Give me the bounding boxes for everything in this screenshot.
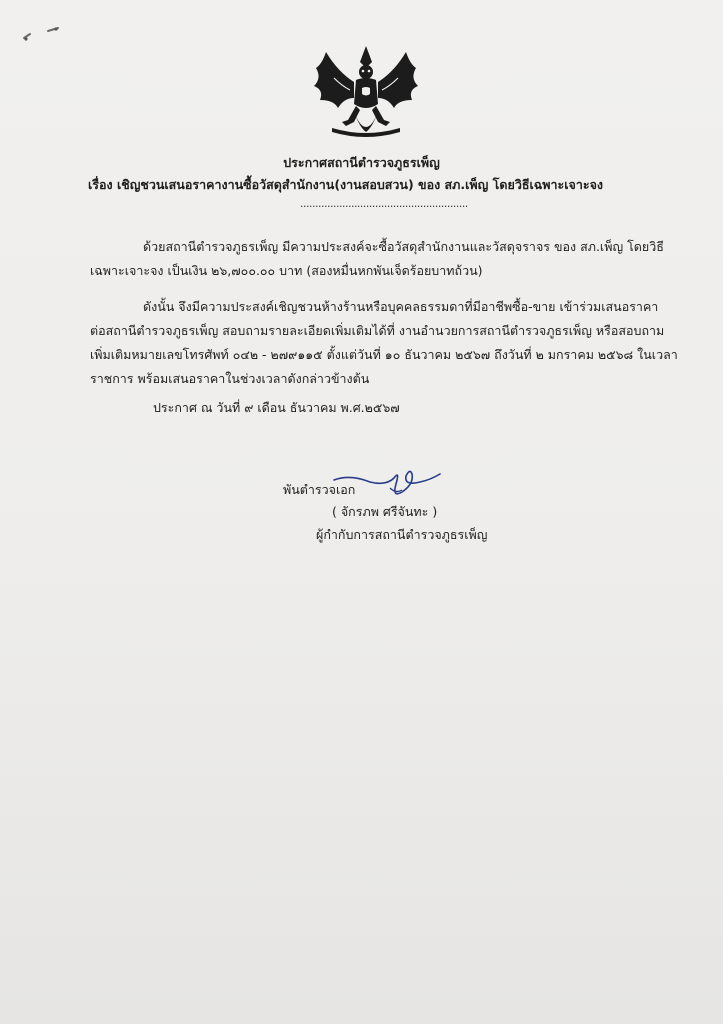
staple-marks-icon — [22, 24, 62, 42]
signatory-position: ผู้กำกับการสถานีตำรวจภูธรเพ็ญ — [316, 527, 488, 542]
handwritten-signature-icon — [330, 462, 445, 504]
document-heading: ประกาศสถานีตำรวจภูธรเพ็ญ — [283, 155, 440, 170]
paragraph-2-line-3: เพิ่มเติมหมายเลขโทรศัพท์ ๐๔๒ - ๒๗๙๑๑๕ ตั้งแต่วันที่ ๑๐ ธันวาคม ๒๕๖๗ ถึงวันที่ ๒ มกราคม ๒๕๖๘ ในเวลา — [90, 347, 678, 362]
document-subject: เรื่อง เชิญชวนเสนอราคางานซื้อวัสดุสำนักงาน(งานสอบสวน) ของ สภ.เพ็ญ โดยวิธีเฉพาะเจาะจง — [88, 177, 603, 192]
paragraph-1-line-2: เฉพาะเจาะจง เป็นเงิน ๒๖,๗๐๐.๐๐ บาท (สองหมื่นหกพันเจ็ดร้อยบาทถ้วน) — [90, 263, 483, 278]
paragraph-2 — [90, 295, 678, 391]
announcement-date: ประกาศ ณ วันที่ ๙ เดือน ธันวาคม พ.ศ.๒๕๖๗ — [153, 400, 400, 415]
separator-line: ........................................................ — [300, 197, 468, 210]
signatory-rank: พันตำรวจเอก — [283, 482, 356, 497]
paragraph-2-line-4: ราชการ พร้อมเสนอราคาในช่วงเวลาดังกล่าวข้างต้น — [90, 371, 370, 386]
signatory-name: ( จักรภพ ศรีจันทะ ) — [332, 504, 438, 519]
garuda-emblem-icon — [308, 42, 424, 142]
paragraph-1-line-1: ด้วยสถานีตำรวจภูธรเพ็ญ มีความประสงค์จะซื้อวัสดุสำนักงานและวัสดุจราจร ของ สภ.เพ็ญ โดยวิธี — [143, 239, 664, 254]
paragraph-2-line-1: ดังนั้น จึงมีความประสงค์เชิญชวนห้างร้านหรือบุคคลธรรมดาที่มีอาชีพซื้อ-ขาย เข้าร่วมเสนอราคา — [143, 299, 659, 314]
paragraph-1 — [90, 235, 664, 283]
paragraph-2-line-2: ต่อสถานีตำรวจภูธรเพ็ญ สอบถามรายละเอียดเพิ่มเติมได้ที่ งานอำนวยการสถานีตำรวจภูธรเพ็ญ หรือสอบถาม — [90, 323, 665, 338]
